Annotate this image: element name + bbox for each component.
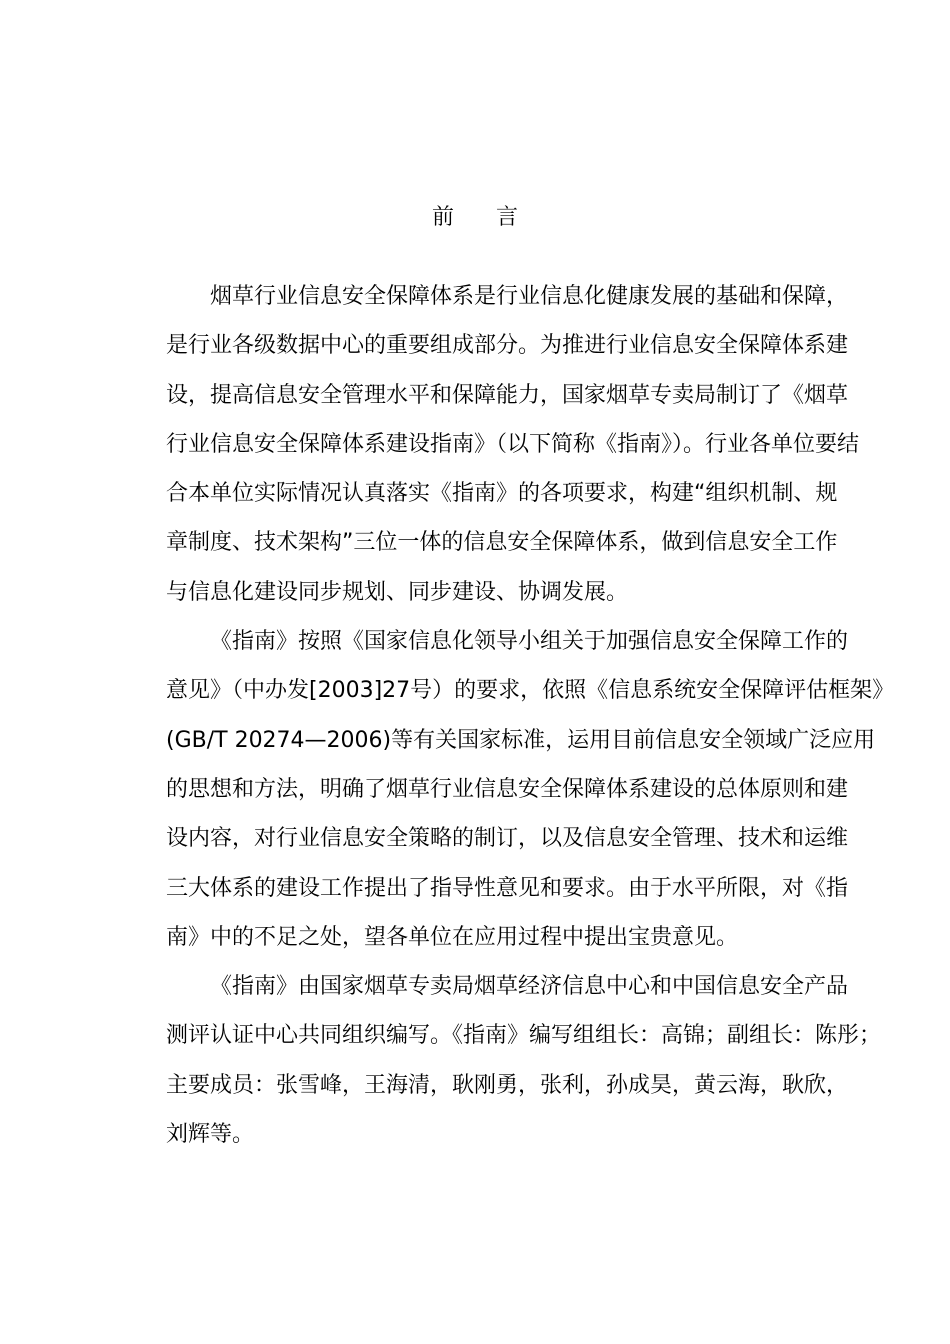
paragraph-line: 与信息化建设同步规划、同步建设、协调发展。 [166, 579, 629, 605]
paragraph-1 [122, 272, 860, 617]
paragraph-line: 是行业各级数据中心的重要组成部分。为推进行业信息安全保障体系建 [166, 333, 849, 359]
paragraph-line: 《指南》按照《国家信息化领导小组关于加强信息安全保障工作的 [210, 629, 849, 655]
body-text [122, 272, 895, 1159]
paragraph-line: 合本单位实际情况认真落实《指南》的各项要求，构建“组织机制、规 [166, 481, 838, 507]
paragraph-line: 三大体系的建设工作提出了指导性意见和要求。由于水平所限，对《指 [166, 875, 849, 901]
paragraph-line: 意见》（中办发[2003]27号）的要求，依照《信息系统安全保障评估框架》 [166, 678, 895, 704]
paragraph-line: 设内容，对行业信息安全策略的制订，以及信息安全管理、技术和运维 [166, 826, 849, 852]
page-title: 前言 [431, 205, 560, 230]
paragraph-line: (GB/T 20274—2006)等有关国家标准，运用目前信息安全领域广泛应用 [166, 727, 876, 753]
paragraph-line: 刘辉等。 [166, 1122, 255, 1148]
paragraph-line: 南》中的不足之处，望各单位在应用过程中提出宝贵意见。 [166, 924, 739, 950]
paragraph-line: 《指南》由国家烟草专卖局烟草经济信息中心和中国信息安全产品 [210, 974, 849, 1000]
paragraph-2 [122, 617, 895, 962]
paragraph-line: 测评认证中心共同组织编写。《指南》编写组组长：高锦；副组长：陈彤； [166, 1023, 882, 1049]
paragraph-line: 行业信息安全保障体系建设指南》（以下简称《指南》）。行业各单位要结 [166, 431, 860, 457]
paragraph-line: 烟草行业信息安全保障体系是行业信息化健康发展的基础和保障， [210, 284, 849, 309]
paragraph-line: 设，提高信息安全管理水平和保障能力，国家烟草专卖局制订了《烟草 [166, 382, 849, 408]
paragraph-line: 主要成员：张雪峰，王海清，耿刚勇，张利，孙成昊，黄云海，耿欣， [166, 1072, 849, 1098]
paragraph-line: 的思想和方法，明确了烟草行业信息安全保障体系建设的总体原则和建 [166, 776, 849, 802]
paragraph-3 [122, 962, 882, 1159]
paragraph-line: 章制度、技术架构”三位一体的信息安全保障体系，做到信息安全工作 [166, 530, 838, 556]
